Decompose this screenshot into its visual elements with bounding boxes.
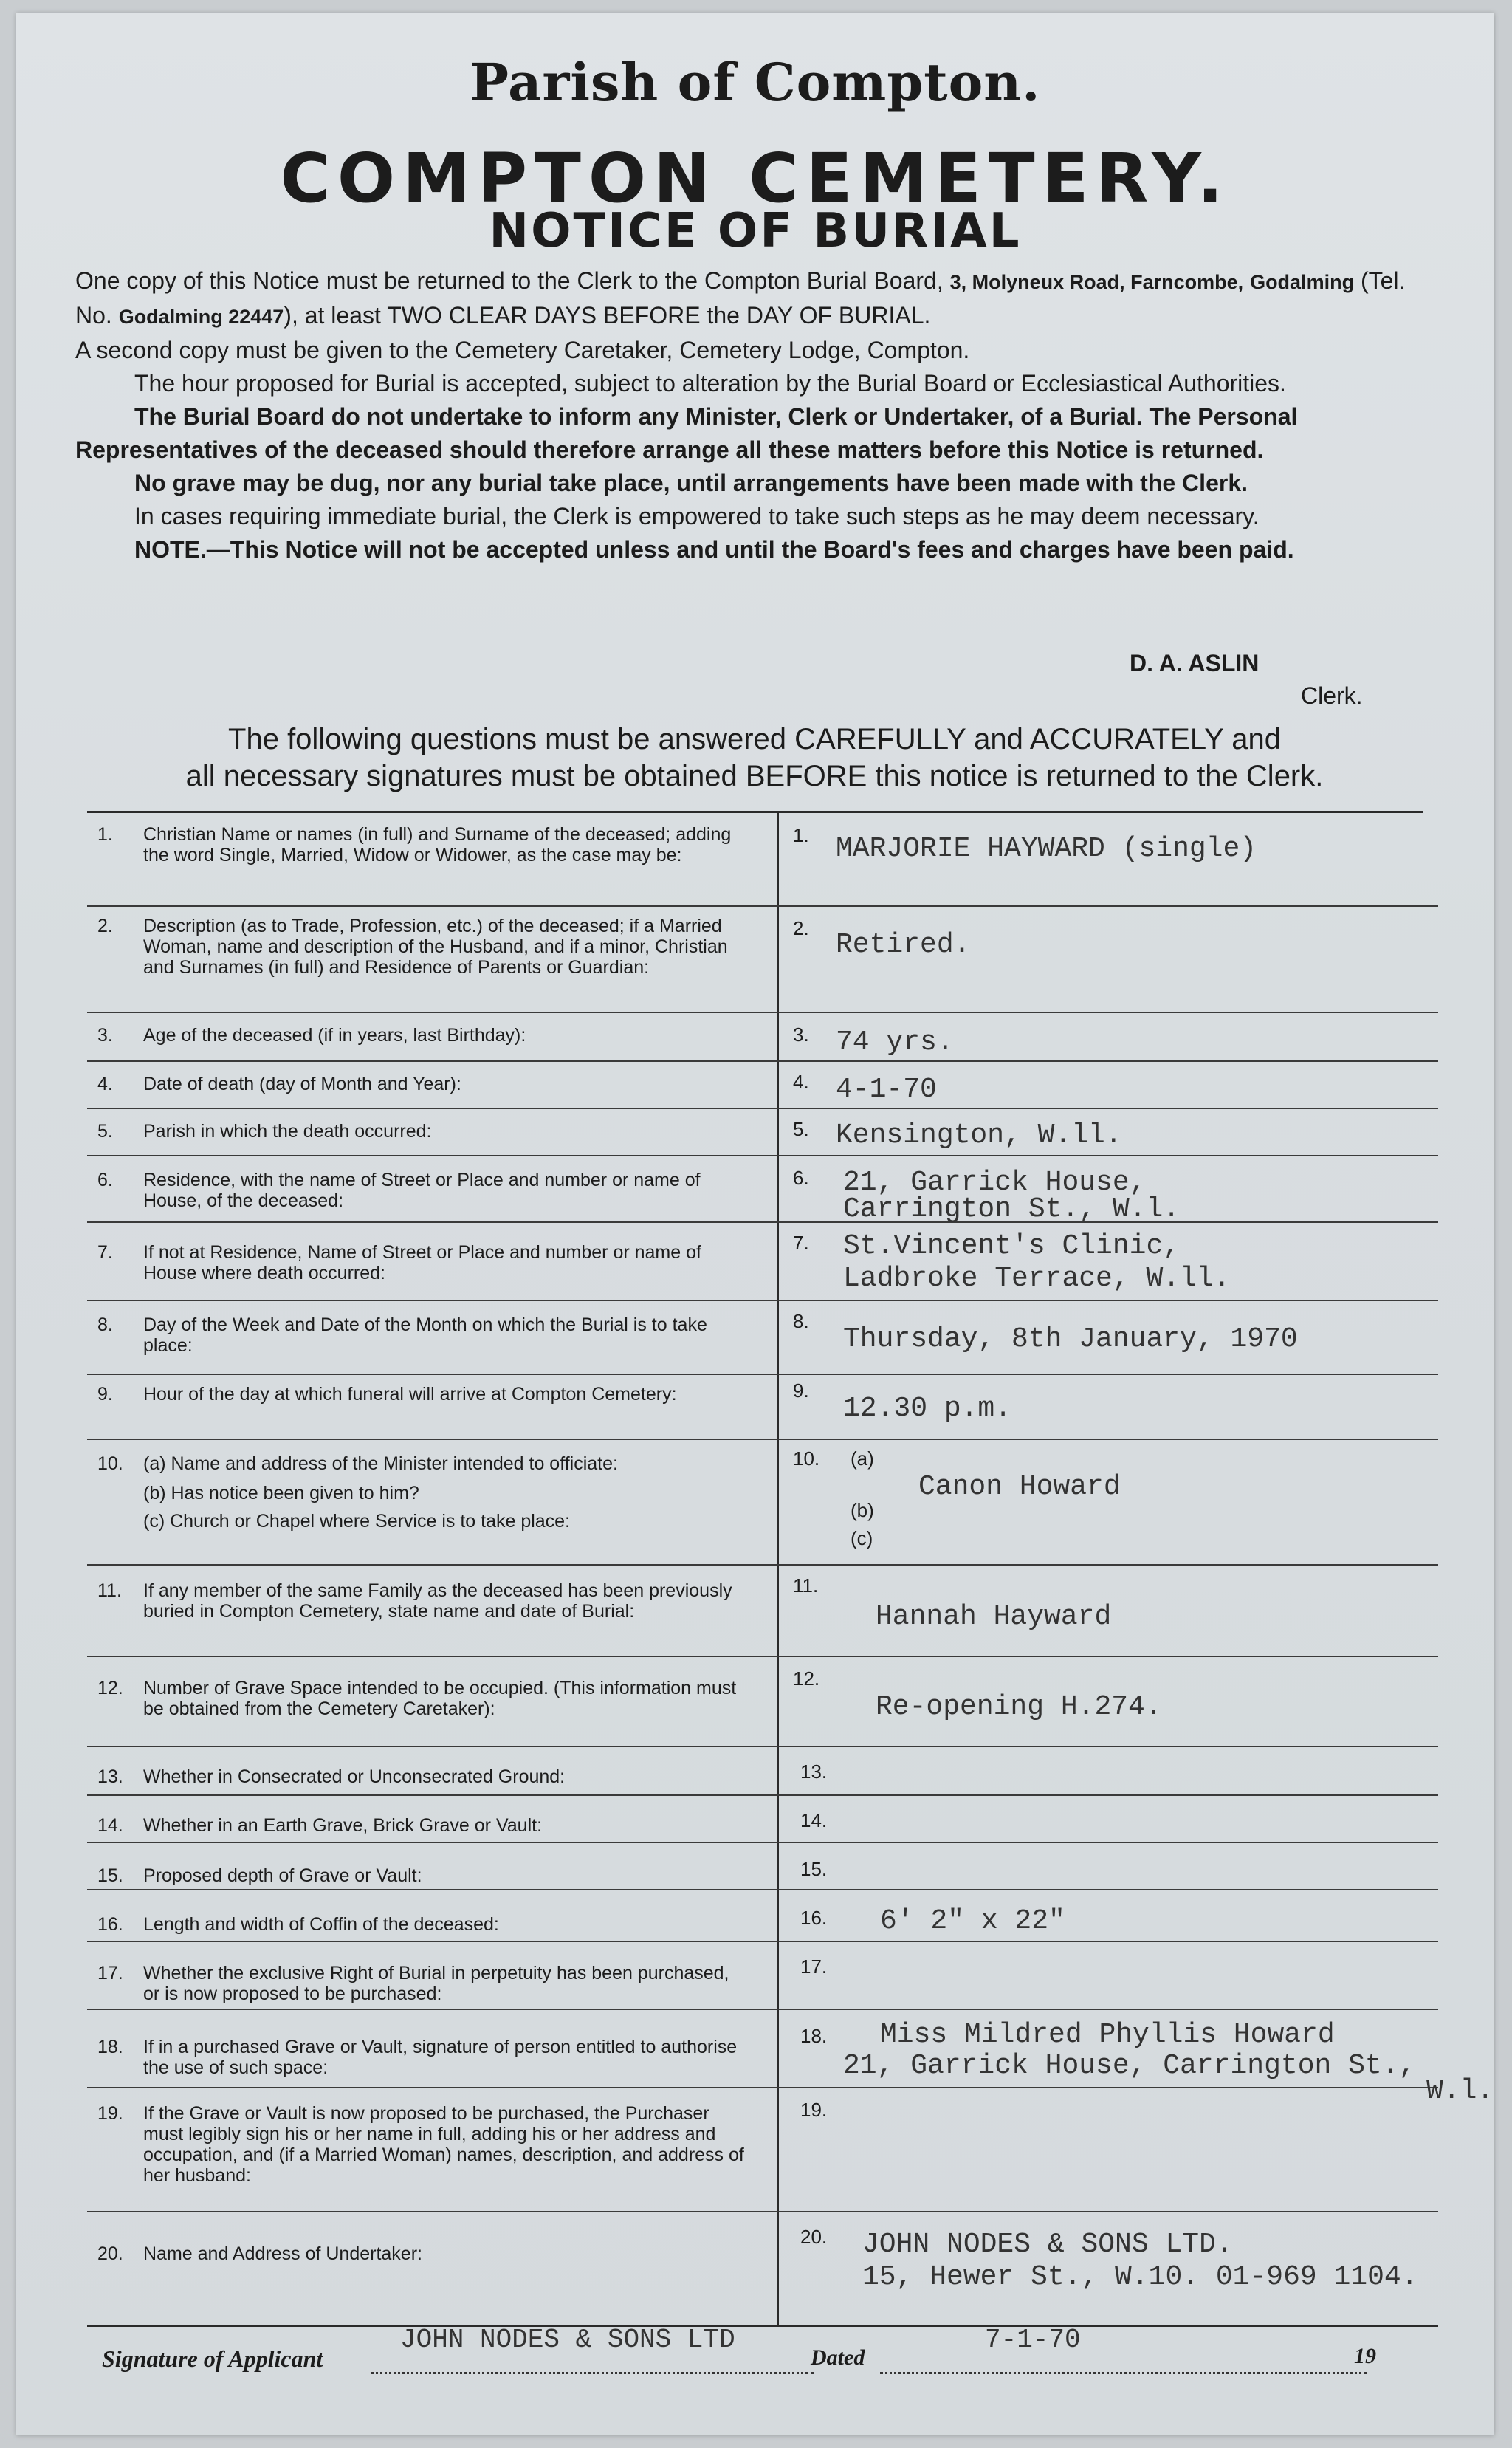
answer-10c-label: (c) bbox=[850, 1527, 873, 1549]
question-8 bbox=[97, 1314, 747, 1356]
row-rule bbox=[87, 1842, 1438, 1843]
instructions bbox=[120, 721, 1389, 795]
table-column-divider bbox=[777, 812, 779, 2326]
row-rule bbox=[87, 1374, 1438, 1375]
answer-authorised-person-line-2: 21, Garrick House, Carrington St., bbox=[843, 2050, 1416, 2082]
question-text: Whether in Consecrated or Unconsecrated Ground: bbox=[143, 1766, 566, 1787]
instructions-line-1: The following questions must be answered CAREFULLY and ACCURATELY and bbox=[228, 723, 1281, 755]
row-rule bbox=[87, 1012, 1438, 1013]
answer-number: 20. bbox=[800, 2226, 828, 2248]
clerk-title: Clerk. bbox=[1301, 682, 1363, 709]
answer-undertaker-line-2: 15, Hewer St., W.10. 01-969 1104. bbox=[862, 2261, 1418, 2293]
answer-description: Retired. bbox=[836, 929, 971, 961]
intro-note: —This Notice will not be accepted unless and until the Board's fees and charges have been paid. bbox=[206, 536, 1294, 563]
clerk-name: D. A. ASLIN bbox=[1130, 650, 1260, 676]
answer-number: 6. bbox=[793, 1167, 809, 1189]
row-rule bbox=[87, 1108, 1438, 1109]
question-text: If the Grave or Vault is now proposed to be purchased, the Purchaser must legibly sign his or her name in full, adding his or her address and occupation, and (if a Married Woman) names, description, and address of her husband: bbox=[143, 2103, 744, 2186]
answer-number: 14. bbox=[800, 1809, 828, 1831]
question-number: 20. bbox=[97, 2243, 123, 2264]
intro-note-label: NOTE. bbox=[134, 536, 207, 563]
question-12 bbox=[97, 1678, 747, 1719]
row-rule bbox=[87, 1060, 1438, 1062]
question-6 bbox=[97, 1170, 747, 1211]
question-4 bbox=[97, 1074, 747, 1094]
answer-number: 7. bbox=[793, 1232, 809, 1254]
question-text: Age of the deceased (if in years, last Birthday): bbox=[143, 1025, 526, 1046]
dated-line bbox=[880, 2372, 1367, 2374]
intro-p3: The Burial Board do not undertake to inform any Minister, Clerk or Undertaker, of a Burial. The Personal Representatives of the deceased should therefore arrange all these matters before this Notice is returned. bbox=[75, 403, 1298, 463]
answer-number: 17. bbox=[800, 1955, 828, 1978]
question-15 bbox=[97, 1865, 747, 1886]
question-text: Name and Address of Undertaker: bbox=[143, 2243, 422, 2264]
answer-authorised-person-line-3: W.l. bbox=[1426, 2075, 1494, 2107]
question-text: Proposed depth of Grave or Vault: bbox=[143, 1865, 422, 1886]
answer-10a-label: (a) bbox=[850, 1447, 874, 1470]
row-rule bbox=[87, 1941, 1438, 1942]
question-13 bbox=[97, 1766, 747, 1787]
notice-sheet bbox=[16, 13, 1494, 2435]
intro-p5: In cases requiring immediate burial, the Clerk is empowered to take such steps as he may deem necessary. bbox=[134, 503, 1260, 529]
answer-10b-label: (b) bbox=[850, 1499, 874, 1521]
question-11 bbox=[97, 1580, 747, 1622]
question-text: Parish in which the death occurred: bbox=[143, 1121, 432, 1142]
intro-tel-label: (Tel. No. bbox=[75, 267, 1406, 329]
answer-place-of-death-line-1: St.Vincent's Clinic, bbox=[843, 1230, 1181, 1262]
answer-number: 8. bbox=[793, 1310, 809, 1332]
question-text-a: (a) Name and address of the Minister intended to officiate: bbox=[143, 1453, 618, 1474]
question-number: 17. bbox=[97, 1963, 123, 1984]
answer-number: 11. bbox=[793, 1574, 819, 1597]
answer-number: 4. bbox=[793, 1071, 809, 1093]
question-9 bbox=[97, 1384, 747, 1405]
answer-name: MARJORIE HAYWARD (single) bbox=[836, 833, 1257, 865]
answer-coffin-size: 6' 2" x 22" bbox=[880, 1905, 1065, 1937]
row-rule bbox=[87, 1221, 1438, 1223]
answer-number: 2. bbox=[793, 917, 809, 939]
intro-p4: No grave may be dug, nor any burial take place, until arrangements have been made with the Clerk. bbox=[134, 470, 1248, 496]
question-text: Day of the Week and Date of the Month on which the Burial is to take place: bbox=[143, 1314, 707, 1356]
answer-number: 16. bbox=[800, 1907, 828, 1929]
question-7 bbox=[97, 1242, 747, 1283]
dated-label: Dated bbox=[811, 2345, 865, 2370]
row-rule bbox=[87, 1656, 1438, 1657]
question-number: 12. bbox=[97, 1678, 123, 1698]
question-20 bbox=[97, 2243, 747, 2264]
answer-parish: Kensington, W.ll. bbox=[836, 1120, 1122, 1151]
question-number: 18. bbox=[97, 2037, 123, 2057]
row-rule bbox=[87, 2087, 1438, 2088]
question-text: Whether in an Earth Grave, Brick Grave or Vault: bbox=[143, 1815, 543, 1836]
answer-grave-space: Re-opening H.274. bbox=[876, 1691, 1162, 1723]
question-text: Date of death (day of Month and Year): bbox=[143, 1074, 461, 1094]
question-number: 10. bbox=[97, 1453, 123, 1474]
row-rule bbox=[87, 1794, 1438, 1796]
answer-number: 12. bbox=[793, 1667, 820, 1690]
intro-p2: The hour proposed for Burial is accepted, subject to alteration by the Burial Board or Ecclesiastical Authorities. bbox=[134, 370, 1286, 397]
answer-residence-line-2: Carrington St., W.l. bbox=[843, 1193, 1181, 1225]
answer-family-member: Hannah Hayward bbox=[876, 1601, 1112, 1633]
question-number: 4. bbox=[97, 1074, 113, 1094]
question-number: 13. bbox=[97, 1766, 123, 1787]
answer-number: 9. bbox=[793, 1379, 809, 1402]
question-14 bbox=[97, 1815, 747, 1836]
intro-text bbox=[75, 264, 1434, 566]
question-text: If in a purchased Grave or Vault, signature of person entitled to authorise the use of such space: bbox=[143, 2037, 738, 2078]
row-rule bbox=[87, 1564, 1438, 1566]
question-text-b: (b) Has notice been given to him? bbox=[143, 1483, 419, 1504]
question-1 bbox=[97, 824, 747, 865]
question-text: Hour of the day at which funeral will arrive at Compton Cemetery: bbox=[143, 1384, 677, 1405]
question-text-c: (c) Church or Chapel where Service is to take place: bbox=[143, 1511, 571, 1532]
question-17 bbox=[97, 1963, 747, 2004]
signature-line bbox=[371, 2372, 814, 2374]
answer-residence-line-1: 21, Garrick House, bbox=[843, 1167, 1147, 1199]
row-rule bbox=[87, 1155, 1438, 1156]
answer-date-of-death: 4-1-70 bbox=[836, 1074, 937, 1105]
signature-label: Signature of Applicant bbox=[102, 2345, 323, 2372]
question-text: Description (as to Trade, Profession, etc.) of the deceased; if a Married Woman, name and description of the Husband, and if a minor, Christian and Surnames (in full) and Residence of Parents or Guardian: bbox=[143, 916, 728, 978]
question-number: 6. bbox=[97, 1170, 113, 1190]
answer-number: 19. bbox=[800, 2099, 828, 2121]
question-16 bbox=[97, 1914, 747, 1935]
question-number: 11. bbox=[97, 1580, 122, 1601]
cemetery-title: COMPTON CEMETERY. bbox=[280, 139, 1231, 218]
answer-number: 15. bbox=[800, 1858, 828, 1880]
notice-subtitle: NOTICE OF BURIAL bbox=[489, 204, 1022, 258]
question-3 bbox=[97, 1025, 747, 1046]
row-rule bbox=[87, 2009, 1438, 2010]
question-text: If not at Residence, Name of Street or Place and number or name of House where death occurred: bbox=[143, 1242, 701, 1283]
answer-number: 13. bbox=[800, 1760, 828, 1783]
intro-address: 3, Molyneux Road, Farncombe, bbox=[949, 271, 1244, 293]
year-suffix: 19 bbox=[1354, 2344, 1376, 2368]
intro-p1a: One copy of this Notice must be returned to the Clerk to the Compton Burial Board, bbox=[75, 267, 944, 294]
row-rule bbox=[87, 1746, 1438, 1747]
row-rule bbox=[87, 1889, 1438, 1890]
row-rule bbox=[87, 905, 1438, 907]
intro-tel: Godalming 22447 bbox=[118, 306, 284, 328]
question-10 bbox=[97, 1453, 747, 1532]
question-2 bbox=[97, 916, 747, 978]
answer-number: 10. bbox=[793, 1447, 820, 1470]
parish-heading: Parish of Compton. bbox=[470, 52, 1041, 113]
question-text: Number of Grave Space intended to be occupied. (This information must be obtained from the Cemetery Caretaker): bbox=[143, 1678, 737, 1719]
signature-value: JOHN NODES & SONS LTD bbox=[400, 2325, 735, 2355]
question-number: 5. bbox=[97, 1121, 113, 1142]
question-text: Residence, with the name of Street or Place and number or name of House, of the deceased: bbox=[143, 1170, 701, 1211]
instructions-line-2: all necessary signatures must be obtained BEFORE this notice is returned to the Clerk. bbox=[185, 760, 1324, 792]
question-number: 19. bbox=[97, 2103, 123, 2124]
answer-minister: Canon Howard bbox=[918, 1471, 1121, 1503]
answer-authorised-person-line-1: Miss Mildred Phyllis Howard bbox=[880, 2019, 1335, 2051]
intro-p1e: A second copy must be given to the Cemetery Caretaker, Cemetery Lodge, Compton. bbox=[75, 337, 970, 363]
question-18 bbox=[97, 2037, 747, 2078]
table-bottom-rule bbox=[87, 2325, 1438, 2327]
question-19 bbox=[97, 2103, 747, 2186]
dated-value: 7-1-70 bbox=[985, 2325, 1081, 2355]
question-number: 2. bbox=[97, 916, 113, 936]
row-rule bbox=[87, 1300, 1438, 1301]
question-text: Christian Name or names (in full) and Surname of the deceased; adding the word Single, Married, Widow or Widower, as the case may be: bbox=[143, 824, 732, 865]
question-number: 7. bbox=[97, 1242, 113, 1263]
answer-place-of-death-line-2: Ladbroke Terrace, W.ll. bbox=[843, 1263, 1231, 1295]
answer-number: 1. bbox=[793, 824, 809, 846]
row-rule bbox=[87, 2211, 1438, 2212]
answer-number: 5. bbox=[793, 1118, 809, 1140]
intro-town: Godalming bbox=[1250, 271, 1355, 293]
question-number: 1. bbox=[97, 824, 113, 845]
answer-undertaker-line-1: JOHN NODES & SONS LTD. bbox=[862, 2229, 1233, 2260]
question-number: 14. bbox=[97, 1815, 123, 1836]
question-number: 3. bbox=[97, 1025, 113, 1046]
question-text: Whether the exclusive Right of Burial in perpetuity has been purchased, or is now proposed to be purchased: bbox=[143, 1963, 729, 2004]
question-text: If any member of the same Family as the deceased has been previously buried in Compton Cemetery, state name and date of Burial: bbox=[143, 1580, 732, 1622]
table-top-rule bbox=[87, 811, 1423, 813]
question-number: 16. bbox=[97, 1914, 123, 1935]
question-5 bbox=[97, 1121, 747, 1142]
answer-age: 74 yrs. bbox=[836, 1026, 954, 1058]
question-number: 9. bbox=[97, 1384, 113, 1405]
row-rule bbox=[87, 1439, 1438, 1440]
question-number: 15. bbox=[97, 1865, 123, 1886]
intro-p1d: ), at least TWO CLEAR DAYS BEFORE the DAY OF BURIAL. bbox=[284, 302, 931, 329]
answer-number: 18. bbox=[800, 2025, 828, 2047]
question-number: 8. bbox=[97, 1314, 113, 1335]
answer-number: 3. bbox=[793, 1024, 809, 1046]
answer-burial-date: Thursday, 8th January, 1970 bbox=[843, 1323, 1298, 1355]
answer-funeral-hour: 12.30 p.m. bbox=[843, 1393, 1012, 1424]
question-text: Length and width of Coffin of the deceased: bbox=[143, 1914, 499, 1935]
